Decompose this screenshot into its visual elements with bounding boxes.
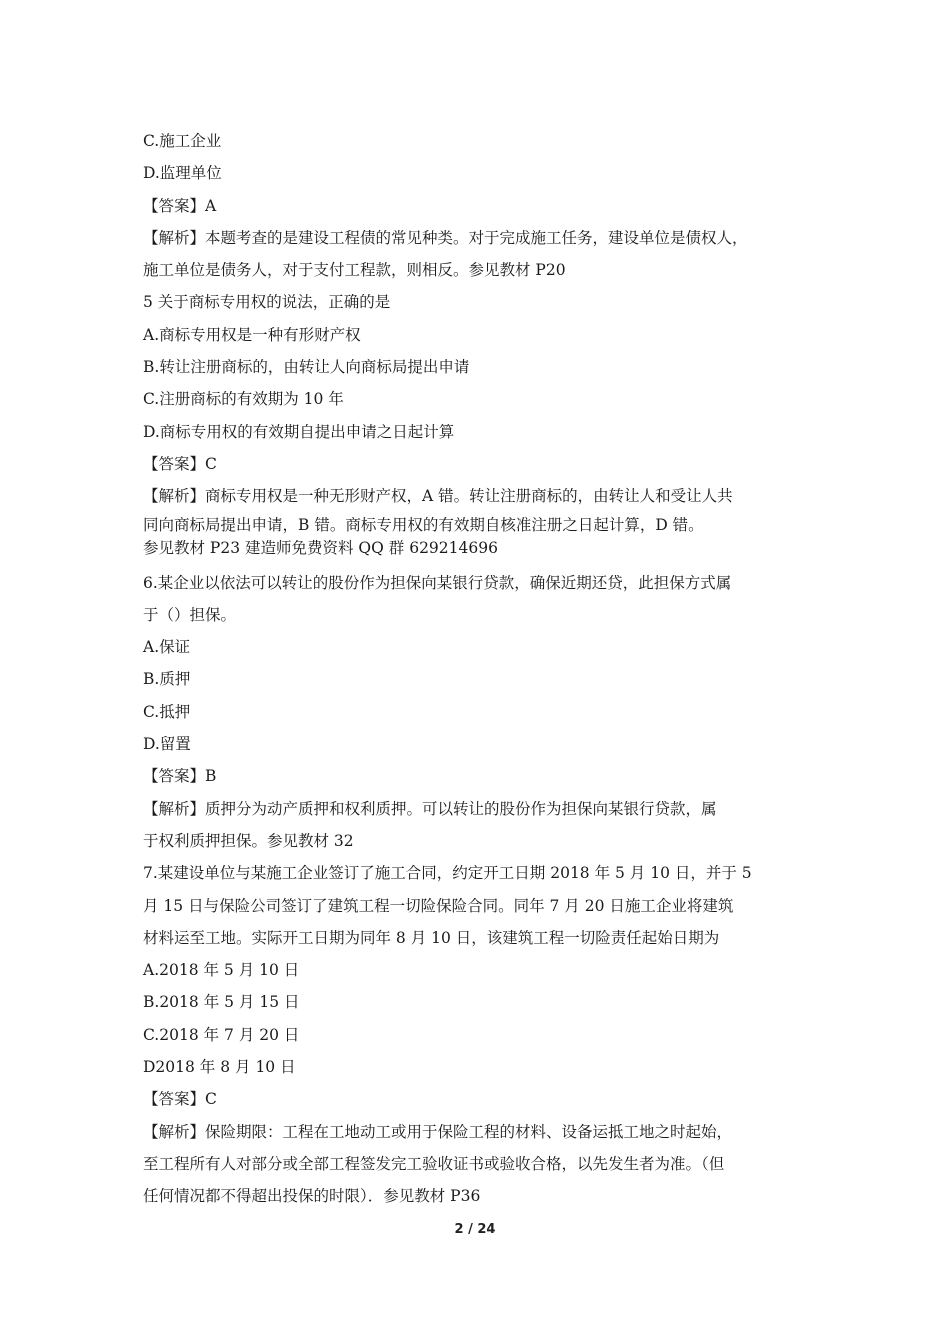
- explanation-line: 施工单位是债务人，对于支付工程款，则相反。参见教材 P20: [143, 261, 566, 280]
- option-b: B.转让注册商标的，由转让人向商标局提出申请: [143, 358, 470, 377]
- question-6: 6.某企业以依法可以转让的股份作为担保向某银行贷款，确保近期还贷，此担保方式属: [143, 573, 732, 592]
- explanation-line: 【解析】质押分为动产质押和权利质押。可以转让的股份作为担保向某银行贷款，属: [143, 799, 717, 818]
- answer: 【答案】C: [143, 454, 217, 473]
- option-c: C.抵押: [143, 702, 191, 721]
- option-d: D.监理单位: [143, 164, 222, 183]
- explanation-line: 【解析】本题考查的是建设工程债的常见种类。对于完成施工任务，建设单位是债权人，: [143, 228, 748, 247]
- option-b: B.2018 年 5 月 15 日: [143, 993, 300, 1012]
- explanation-line: 【解析】商标专用权是一种无形财产权，A 错。转让注册商标的，由转让人和受让人共: [143, 487, 733, 506]
- explanation-line: 于权利质押担保。参见教材 32: [143, 831, 354, 850]
- explanation-line: 至工程所有人对部分或全部工程签发完工验收证书或验收合格，以先发生者为准。（但: [143, 1154, 725, 1173]
- page-number: 2 / 24: [454, 1222, 496, 1237]
- option-c: C.施工企业: [143, 132, 222, 150]
- question-5: 5 关于商标专用权的说法，正确的是: [143, 293, 391, 312]
- answer: 【答案】B: [143, 767, 217, 786]
- question-7-cont: 材料运至工地。实际开工日期为同年 8 月 10 日，该建筑工程一切险责任起始日期为: [143, 928, 720, 947]
- explanation-line: 同向商标局提出申请，B 错。商标专用权的有效期自核准注册之日起计算，D 错。: [143, 515, 704, 534]
- question-7: 7.某建设单位与某施工企业签订了施工合同，约定开工日期 2018 年 5 月 10 日，并于 5: [143, 864, 752, 883]
- option-a: A.保证: [143, 638, 191, 657]
- option-a: A.商标专用权是一种有形财产权: [143, 325, 361, 344]
- option-b: B.质押: [143, 670, 191, 689]
- reference-line: 参见教材 P23 建造师免费资料 QQ 群 629214696: [143, 538, 498, 557]
- answer: 【答案】C: [143, 1090, 217, 1109]
- explanation-line: 【解析】保险期限：工程在工地动工或用于保险工程的材料、设备运抵工地之时起始，: [143, 1122, 733, 1141]
- option-d: D.商标专用权的有效期自提出申请之日起计算: [143, 422, 455, 441]
- option-d: D2018 年 8 月 10 日: [143, 1058, 296, 1077]
- question-7-cont: 月 15 日与保险公司签订了建筑工程一切险保险合同。同年 7 月 20 日施工企业将建筑: [143, 896, 734, 915]
- explanation-line: 任何情况都不得超出投保的时限）．参见教材 P36: [143, 1187, 481, 1206]
- question-6-cont: 于（）担保。: [143, 605, 237, 624]
- answer: 【答案】A: [143, 196, 217, 215]
- option-d: D.留置: [143, 735, 191, 754]
- page-body: [143, 125, 808, 1213]
- option-c: C.2018 年 7 月 20 日: [143, 1025, 300, 1044]
- option-a: A.2018 年 5 月 10 日: [143, 961, 300, 980]
- option-c: C.注册商标的有效期为 10 年: [143, 390, 344, 409]
